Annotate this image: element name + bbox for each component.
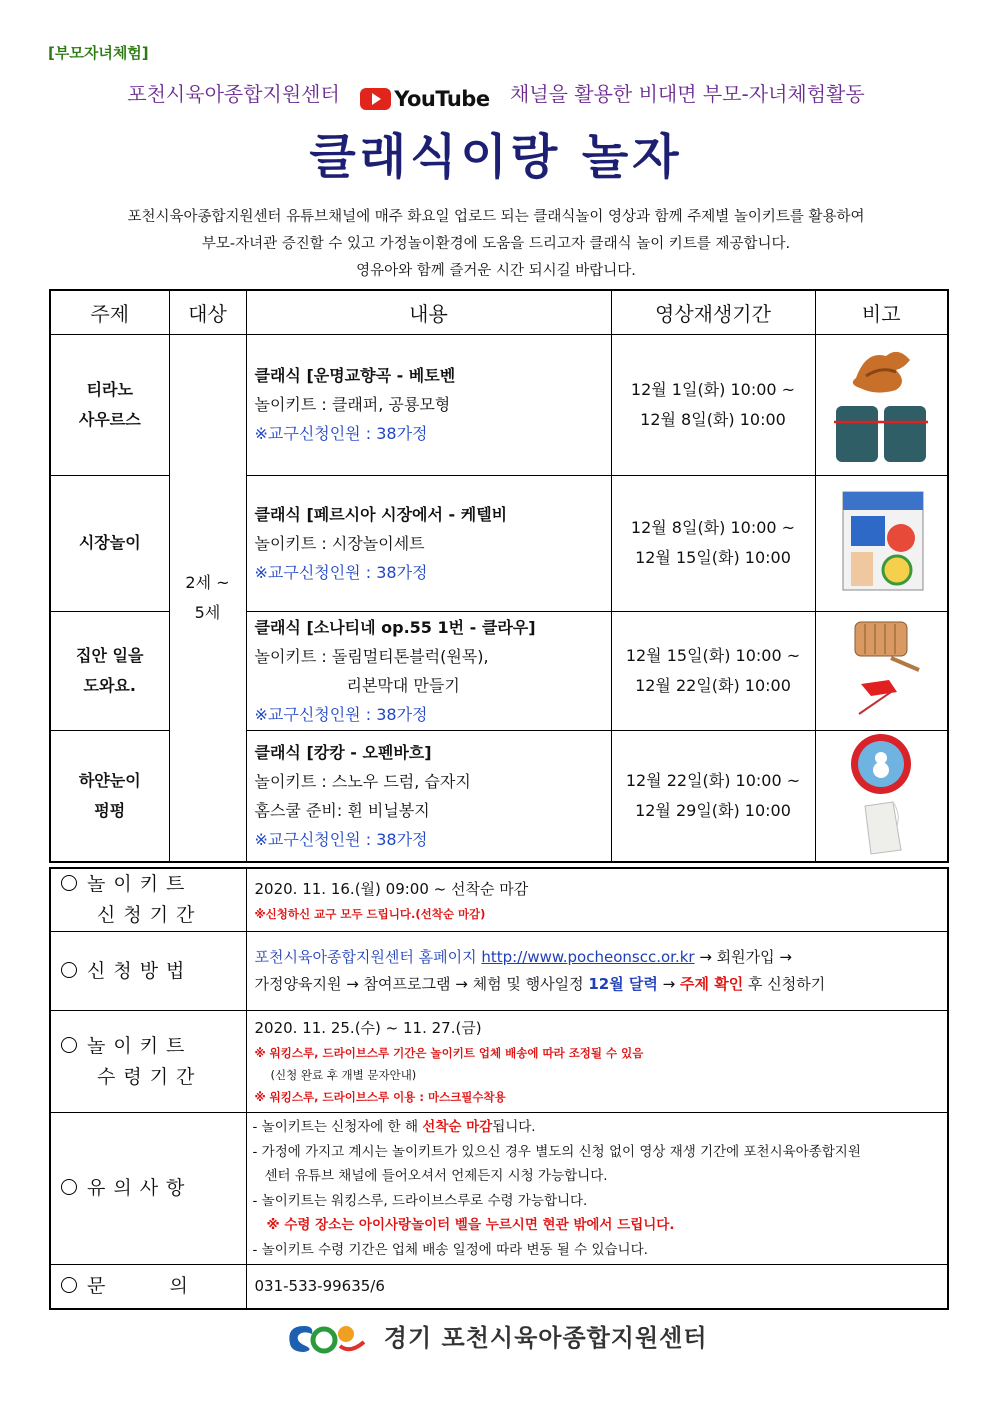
dinosaur-clapper-image — [815, 334, 948, 475]
contact-row — [50, 1265, 948, 1309]
apply-period-label — [50, 868, 246, 932]
classic-title: 클래식 [소나티네 op.55 1번 - 클라우] — [254, 617, 536, 637]
applicant-count: ※교구신청인원 : 38가정 — [254, 424, 428, 443]
period-cell — [611, 475, 815, 611]
target-line: 5세 — [194, 602, 221, 622]
subtitle-description: 채널을 활용한 비대면 부모-자녀체험활동 — [509, 82, 865, 106]
label-line: 놀이키트 — [87, 1034, 193, 1057]
content-cell — [246, 475, 611, 611]
target-age-cell — [169, 334, 246, 862]
apply-period-row — [50, 868, 948, 932]
note-text: 됩니다. — [492, 1119, 536, 1135]
period-cell — [611, 334, 815, 475]
receive-note: ※ 워킹스루, 드라이브스루 이용 : 마스크필수착용 — [254, 1090, 506, 1104]
method-text: 후 신청하기 — [743, 975, 826, 993]
topic-highlight: 주제 확인 — [680, 975, 744, 993]
youtube-label: YouTube — [394, 87, 490, 111]
period-end: 12월 8일(화) 10:00 — [640, 409, 786, 429]
circle-icon — [61, 962, 77, 978]
page-title: 클래식이랑 놀자 — [309, 129, 683, 185]
kit-line: 놀이키트 : 시장놀이세트 — [254, 533, 425, 553]
topic-cell — [50, 611, 169, 730]
period-end: 12월 22일(화) 10:00 — [635, 675, 791, 695]
footer — [0, 1318, 992, 1354]
circle-icon — [61, 875, 77, 891]
kit-line: 놀이키트 : 돌림멀티톤블럭(원목), — [254, 646, 489, 666]
home-prep-line: 홈스쿨 준비: 흰 비닐봉지 — [254, 800, 430, 820]
topic-line: 펑펑 — [94, 800, 126, 820]
youtube-logo — [360, 87, 489, 111]
subtitle — [0, 78, 992, 111]
schedule-header-row — [50, 290, 948, 334]
note-text: - 가정에 가지고 계시는 놀이키트가 있으신 경우 별도의 신청 없이 영상 재생 기간에 포천시육아종합지원 — [252, 1143, 861, 1160]
period-start: 12월 15일(화) 10:00 ~ — [625, 645, 801, 665]
receive-period-row — [50, 1011, 948, 1113]
applicant-count: ※교구신청인원 : 38가정 — [254, 562, 428, 582]
header-target: 대상 — [169, 290, 246, 334]
intro-text — [40, 204, 952, 285]
circle-icon — [61, 1037, 77, 1053]
topic-line: 도와요. — [83, 675, 136, 695]
notes-value — [246, 1113, 948, 1265]
classic-title: 클래식 [캉캉 - 오펜바흐] — [254, 742, 432, 762]
contact-value — [246, 1265, 948, 1309]
kit-line: 놀이키트 : 스노우 드럼, 습자지 — [254, 771, 471, 791]
label-line: 문 의 — [87, 1274, 196, 1297]
receive-period-label — [50, 1011, 246, 1113]
notes-row — [50, 1113, 948, 1265]
topic-cell — [50, 730, 169, 862]
snow-drum-tissue-image — [815, 730, 948, 862]
note-highlight: 선착순 마감 — [422, 1119, 493, 1135]
kit-line: 놀이키트 : 클래퍼, 공룡모형 — [254, 395, 451, 414]
apply-period-value — [246, 868, 948, 932]
applicant-count: ※교구신청인원 : 38가정 — [254, 829, 428, 849]
header-content: 내용 — [246, 290, 611, 334]
youtube-play-icon — [360, 88, 391, 110]
center-logo-icon — [284, 1320, 368, 1354]
applicant-count: ※교구신청인원 : 38가정 — [254, 704, 428, 724]
receive-date: 2020. 11. 25.(수) ~ 11. 27.(금) — [254, 1019, 482, 1037]
period-cell — [611, 611, 815, 730]
apply-date: 2020. 11. 16.(월) 09:00 ~ 선착순 마감 — [254, 879, 529, 898]
method-text: 가정양육지원 → 참여프로그램 → 체험 및 행사일정 — [254, 975, 589, 993]
homepage-text: 포천시육아종합지원센터 홈페이지 — [254, 948, 482, 966]
category-tag: [부모자녀체험] — [48, 44, 149, 62]
content-cell — [246, 611, 611, 730]
circle-icon — [61, 1277, 77, 1293]
apply-method-value — [246, 932, 948, 1011]
header-period: 영상재생기간 — [611, 290, 815, 334]
period-cell — [611, 730, 815, 862]
intro-line: 포천시육아종합지원센터 유튜브채널에 매주 화요일 업로드 되는 클래식놀이 영상과 함께 주제별 놀이키트를 활용하여 — [127, 209, 865, 225]
market-playset-image — [815, 475, 948, 611]
header-topic: 주제 — [50, 290, 169, 334]
receive-period-value — [246, 1011, 948, 1113]
note-text: - 놀이키트는 신청자에 한 해 — [252, 1119, 423, 1135]
content-cell — [246, 730, 611, 862]
tone-block-ribbon-image — [815, 611, 948, 730]
label-line: 신청기간 — [97, 904, 203, 926]
method-arrow: → — [657, 975, 681, 993]
classic-title: 클래식 [페르시아 시장에서 - 케텔비 — [254, 504, 508, 524]
intro-line: 영유아와 함께 즐거운 시간 되시길 바랍니다. — [356, 263, 636, 279]
footer-org-name: 경기 포천시육아종합지원센터 — [383, 1324, 708, 1352]
apply-method-label — [50, 932, 246, 1011]
classic-title: 클래식 [운명교향곡 - 베토벤 — [254, 366, 456, 385]
method-text: → 회원가입 → — [694, 948, 792, 966]
period-end: 12월 29일(화) 10:00 — [635, 800, 791, 820]
label-line: 유의사항 — [87, 1177, 193, 1199]
circle-icon — [61, 1179, 77, 1195]
topic-line: 사우르스 — [78, 409, 141, 429]
homepage-link[interactable]: http://www.pocheonscc.or.kr — [481, 948, 695, 966]
period-end: 12월 15일(화) 10:00 — [635, 548, 791, 567]
header-remarks: 비고 — [815, 290, 948, 334]
apply-method-row — [50, 932, 948, 1011]
topic-cell — [50, 334, 169, 475]
label-line: 신청방법 — [87, 959, 193, 982]
topic-cell — [50, 475, 169, 611]
contact-phone: 031-533-99635/6 — [254, 1276, 385, 1295]
topic-line: 하얀눈이 — [78, 770, 141, 790]
receive-note: ※ 워킹스루, 드라이브스루 기간은 놀이키트 업체 배송에 따라 조정될 수 있음 — [254, 1046, 644, 1060]
label-line: 놀이키트 — [87, 873, 193, 895]
note-text: - 놀이키트 수령 기간은 업체 배송 일정에 따라 변동 될 수 있습니다. — [252, 1241, 648, 1258]
notes-label — [50, 1113, 246, 1265]
schedule-table — [49, 289, 949, 863]
note-text: 센터 유튜브 채널에 들어오셔서 언제든지 시청 가능합니다. — [264, 1168, 608, 1184]
calendar-highlight: 12월 달력 — [588, 975, 658, 993]
label-line: 수령기간 — [97, 1065, 203, 1088]
receive-note: (신청 완료 후 개별 문자안내) — [270, 1068, 417, 1082]
table-row — [50, 334, 948, 475]
subtitle-center-name: 포천시육아종합지원센터 — [127, 82, 340, 106]
kit-line: 리본막대 만들기 — [346, 675, 460, 695]
info-table — [49, 867, 949, 1310]
apply-note: ※신청하신 교구 모두 드립니다.(선착순 마감) — [254, 906, 486, 921]
period-start: 12월 22일(화) 10:00 ~ — [625, 770, 801, 790]
contact-label — [50, 1265, 246, 1309]
topic-line: 티라노 — [86, 379, 133, 399]
target-line: 2세 ~ — [185, 572, 230, 592]
intro-line: 부모-자녀관 증진할 수 있고 가정놀이환경에 도움을 드리고자 클래식 놀이 키트를 제공합니다. — [201, 236, 791, 252]
topic-line: 시장놀이 — [78, 533, 141, 552]
note-warning: ※ 수령 장소는 아이사랑놀이터 벨을 누르시면 현관 밖에서 드립니다. — [266, 1217, 675, 1233]
content-cell — [246, 334, 611, 475]
note-text: - 놀이키트는 워킹스루, 드라이브스루로 수령 가능합니다. — [252, 1192, 588, 1209]
period-start: 12월 1일(화) 10:00 ~ — [630, 379, 796, 399]
period-start: 12월 8일(화) 10:00 ~ — [630, 518, 796, 537]
topic-line: 집안 일을 — [76, 645, 144, 665]
